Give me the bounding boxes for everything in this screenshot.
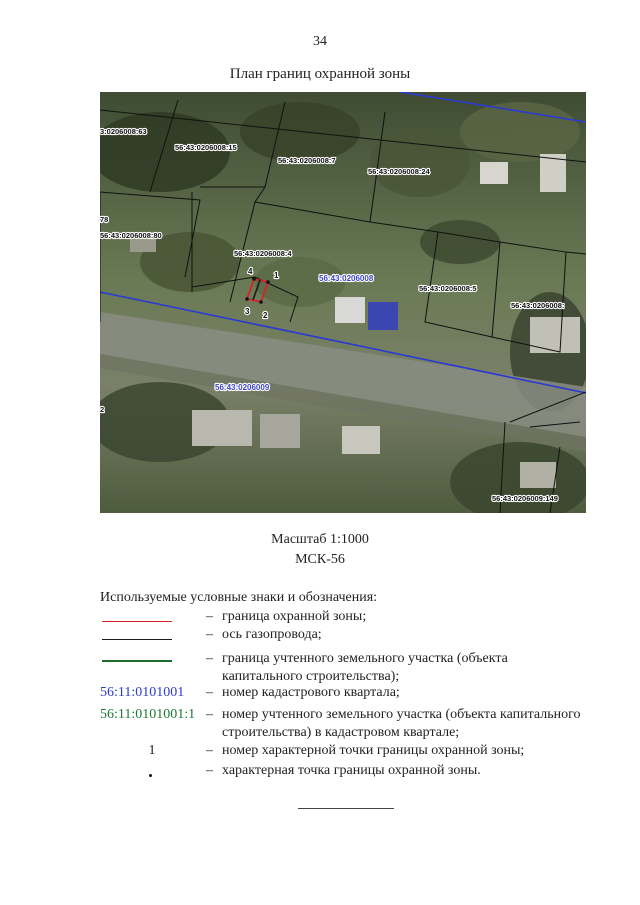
green-line-symbol: [102, 660, 172, 662]
bottom-divider: [298, 808, 394, 809]
legend-text: граница учтенного земельного участка (объекта капитального строительства);: [222, 651, 508, 684]
protection-zone-map: [100, 92, 586, 513]
red-line-symbol: [102, 621, 172, 622]
characteristic-point-4: [252, 277, 256, 281]
legend-item-characteristic-point: [100, 762, 580, 780]
parcel-label: 56:43:0206009:149: [492, 494, 558, 503]
legend-dash: –: [206, 707, 213, 722]
legend-text: номер учтенного земельного участка (объекта капитального строительства) в кадастровом квартале;: [222, 707, 581, 740]
legend-symbol: [100, 650, 204, 686]
legend-symbol: [100, 608, 204, 626]
parcel-label: 56:43:0206008:15: [175, 143, 237, 152]
scale-label: Масштаб 1:1000: [271, 532, 369, 547]
quarter-number-symbol: 56:11:0101001: [100, 685, 185, 700]
legend-text: номер характерной точки границы охранной зоны;: [222, 743, 525, 758]
crs-label: МСК-56: [295, 552, 345, 567]
legend-item-gas-axis: [100, 626, 580, 644]
parcel-label: 78: [100, 215, 109, 224]
legend-symbol: [100, 626, 204, 644]
edge-label: 2: [100, 405, 105, 414]
legend-item-quarter-number: [100, 684, 580, 702]
legend-text: граница охранной зоны;: [222, 609, 367, 624]
legend-item-point-number: [100, 742, 580, 760]
parcel-number-symbol: 56:11:0101001:1: [100, 707, 196, 722]
quarter-label: 56:43:0206008: [319, 274, 374, 283]
parcel-label: 56:43:0206008:5: [419, 284, 477, 293]
legend-dash: –: [206, 627, 213, 642]
legend-dash: –: [206, 651, 213, 666]
parcel-label: 56:43:0206008:4: [234, 249, 292, 258]
scale-block: [0, 530, 640, 570]
parcel-label: 56:43:0206008:24: [368, 167, 430, 176]
point-dot-symbol: [149, 774, 152, 777]
parcel-label: 56:43:0206008:80: [100, 231, 162, 240]
legend-symbol: [100, 762, 204, 780]
legend-item-parcel-border: [100, 650, 580, 686]
parcel-label: 3:0206008:63: [100, 127, 147, 136]
legend-text: номер кадастрового квартала;: [222, 685, 400, 700]
characteristic-point-2: [259, 300, 263, 304]
legend-item-parcel-number: [100, 706, 580, 742]
quarter-label: 56:43:0206009: [215, 383, 270, 392]
legend-item-protection-zone: [100, 608, 580, 626]
point-number-4: 4: [248, 267, 253, 276]
black-line-symbol: [102, 639, 172, 640]
parcel-label: 56:43:0206008:7: [278, 156, 336, 165]
point-number-2: 2: [263, 311, 268, 320]
legend-text: ось газопровода;: [222, 627, 322, 642]
legend-dash: –: [206, 685, 213, 700]
characteristic-point-1: [266, 280, 270, 284]
legend-dash: –: [206, 743, 213, 758]
point-number-symbol: 1: [148, 743, 156, 758]
legend-dash: –: [206, 763, 213, 778]
point-number-1: 1: [274, 271, 279, 280]
satellite-map-svg: [100, 92, 586, 513]
characteristic-point-3: [245, 297, 249, 301]
legend-text: характерная точка границы охранной зоны.: [222, 763, 481, 778]
page-title: План границ охранной зоны: [229, 66, 411, 82]
parcel-label: 56:43:0206008:: [511, 301, 565, 310]
legend-title: Используемые условные знаки и обозначения:: [100, 590, 378, 605]
page-number: 34: [313, 34, 327, 49]
legend-dash: –: [206, 609, 213, 624]
point-number-3: 3: [245, 307, 250, 316]
